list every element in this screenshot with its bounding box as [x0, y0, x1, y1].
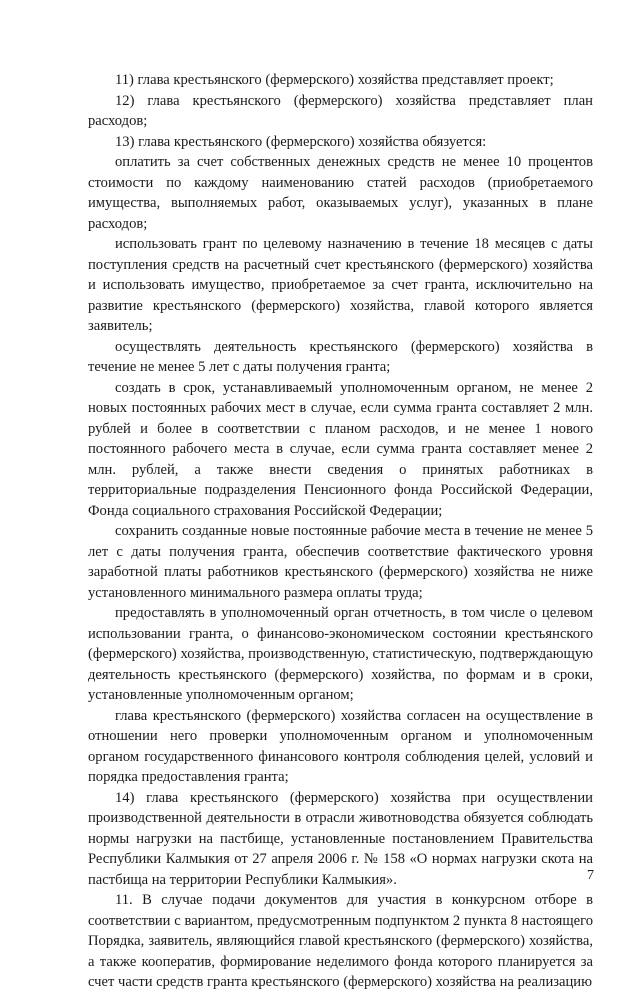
- obligation-cofinancing: оплатить за счет собственных денежных средств не менее 10 процентов стоимости по каждому наименованию статей расходов (приобретаемого имущества, выполняемых работ, оказываемых услуг), указанных в плане расходов;: [88, 154, 593, 232]
- paragraph-item-12: 12) глава крестьянского (фермерского) хозяйства представляет план расходов;: [88, 92, 593, 129]
- page-number: 7: [587, 868, 594, 883]
- obligation-create-jobs: создать в срок, устанавливаемый уполномоченным органом, не менее 2 новых постоянных рабочих мест в случае, если сумма гранта составляет 2 млн. рублей и более в соответствии с планом расходов, и не менее 1 нового постоянного рабочего места в случае, если сумма гранта составляет менее 2 млн. рублей, а также внести сведения о принятых работниках в территориальные подразделения Пенсионного фонда Российской Федерации, Фонда социального страхования Российской Федерации;: [88, 379, 593, 519]
- paragraph-item-14: 14) глава крестьянского (фермерского) хозяйства при осуществлении производственной деятельности в отрасли животноводства обязуется соблюдать нормы нагрузки на пастбище, установленные постановлением Правительства Республики Калмыкия от 27 апреля 2006 г. № 158 «О нормах нагрузки скота на пастбища на территории Республики Калмыкия».: [88, 789, 593, 888]
- obligation-activity-duration: осуществлять деятельность крестьянского (фермерского) хозяйства в течение не менее 5 лет с даты получения гранта;: [88, 338, 593, 375]
- document-body: [88, 70, 593, 993]
- paragraph-item-11: 11) глава крестьянского (фермерского) хозяйства представляет проект;: [115, 72, 554, 88]
- obligation-reporting: предоставлять в уполномоченный орган отчетность, в том числе о целевом использовании гранта, о финансово-экономическом состоянии крестьянского (фермерского) хозяйства, производственную, статистическую, подтверждающую деятельность крестьянского (фермерского) хозяйства, по формам и в сроки, установленные уполномоченным органом;: [88, 605, 593, 703]
- obligation-audit-consent: глава крестьянского (фермерского) хозяйства согласен на осуществление в отношении него проверки уполномоченным органом и уполномоченным органом государственного финансового контроля соблюдения целей, условий и порядка предоставления гранта;: [88, 707, 593, 785]
- paragraph-item-13: 13) глава крестьянского (фермерского) хозяйства обязуется:: [115, 133, 487, 150]
- obligation-target-use: использовать грант по целевому назначению в течение 18 месяцев с даты поступления средств на расчетный счет крестьянского (фермерского) хозяйства и использовать имущество, приобретаемое за счет гранта, исключительно на развитие крестьянского (фермерского) хозяйства, главой которого является заявитель;: [88, 236, 593, 334]
- obligation-keep-jobs: сохранить созданные новые постоянные рабочие места в течение не менее 5 лет с даты получения гранта, обеспечив соответствие фактического уровня заработной платы работников крестьянского (фермерского) хозяйства не ниже установленного минимального размера оплаты труда;: [88, 523, 593, 601]
- section-11: 11. В случае подачи документов для участия в конкурсном отборе в соответствии с вариантом, предусмотренным подпунктом 2 пункта 8 настоящего Порядка, заявитель, являющийся главой крестьянского (фермерского) хозяйства, а также кооператив, формирование неделимого фонда которого планируется за счет части средств гранта крестьянского (фермерского) хозяйства на реализацию: [88, 892, 593, 990]
